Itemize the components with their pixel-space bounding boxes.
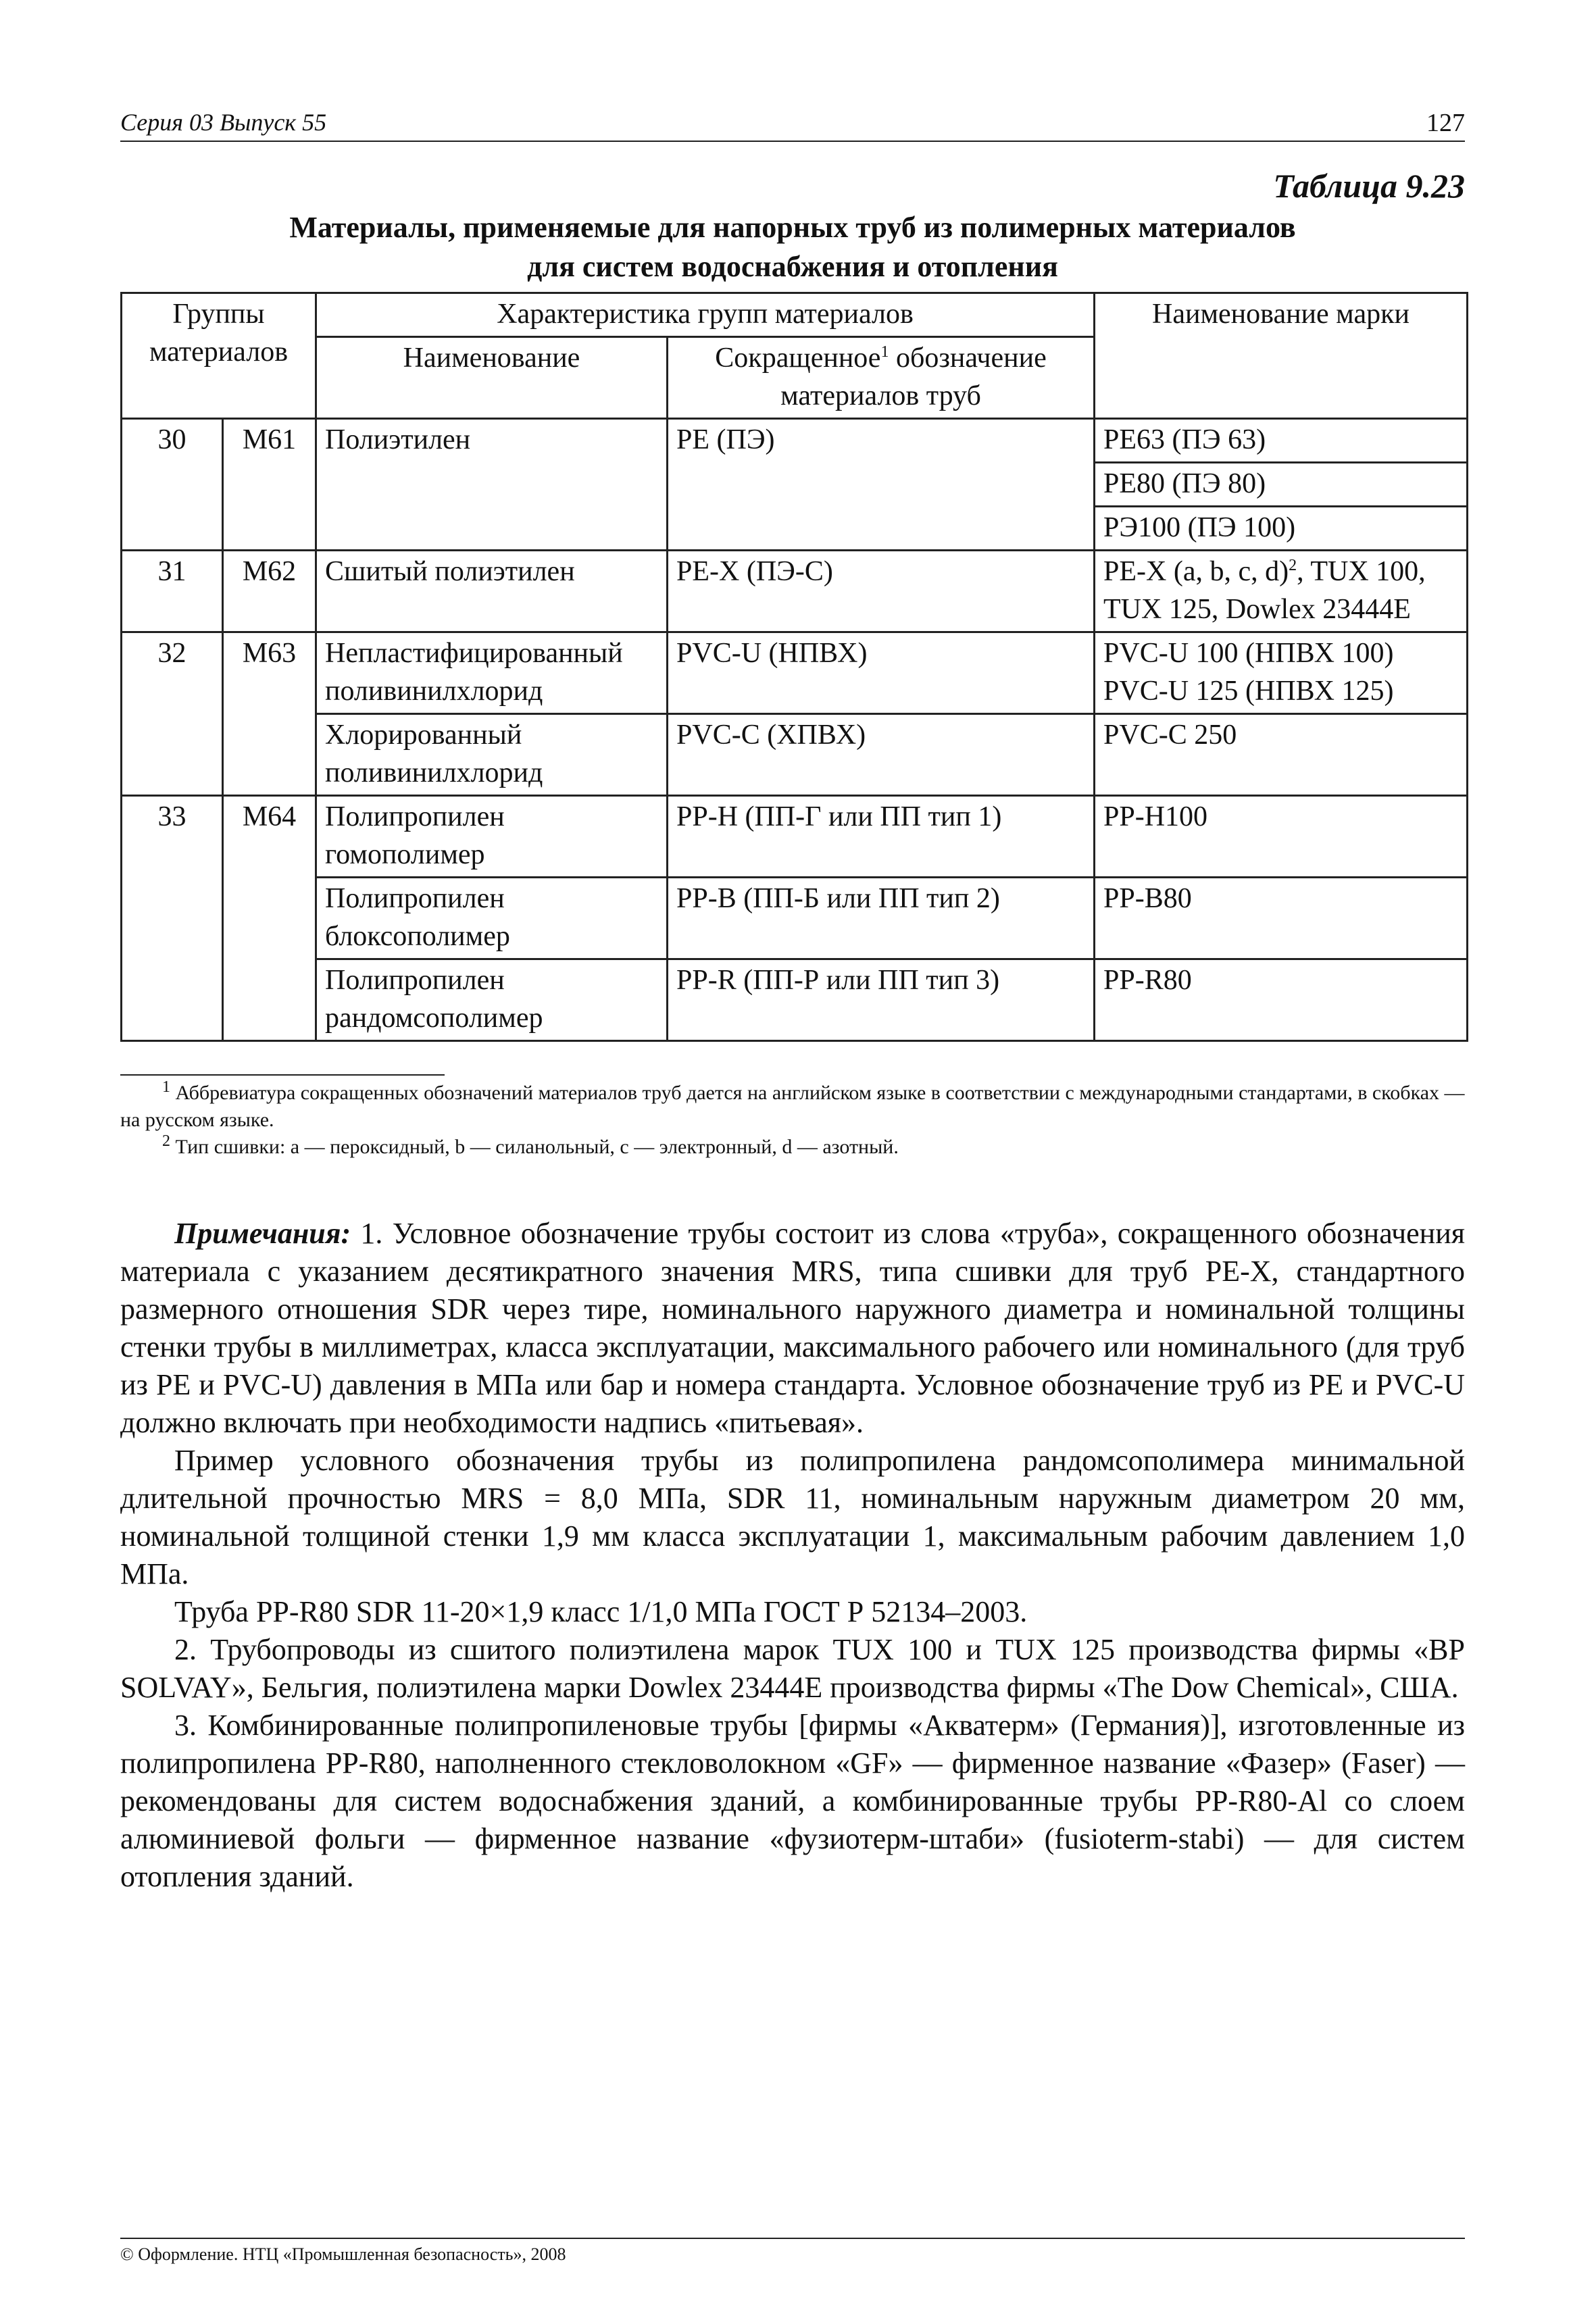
material-name: Полипропилен рандомсополимер	[316, 959, 668, 1041]
note-paragraph-2: Пример условного обозначения трубы из полипропилена рандомсополимера минимальной длительной прочностью MRS = 8,0 МПа, SDR 11, номинальным наружным диаметром 20 мм, номинальной толщиной стенки 1,9 мм класса эксплуатации 1, максимальным рабочим давлением 1,0 МПа.	[120, 1444, 1465, 1590]
brand-name: PP-H100	[1095, 796, 1468, 878]
material-name: Непластифицированный поливинилхлорид	[316, 632, 668, 714]
material-name: Полиэтилен	[316, 419, 668, 551]
material-abbreviation: PP-B (ПП-Б или ПП тип 2)	[668, 878, 1095, 959]
table-number: Таблица 9.23	[1273, 167, 1465, 205]
materials-table	[120, 292, 1468, 1042]
header-groups: Группы материалов	[122, 293, 316, 419]
table-row	[122, 796, 1468, 878]
material-name: Сшитый полиэтилен	[316, 551, 668, 632]
table-header-row	[122, 293, 1468, 337]
group-code: M63	[223, 632, 316, 796]
notes-heading: Примечания:	[174, 1217, 351, 1250]
brand-name: PE80 (ПЭ 80)	[1095, 463, 1468, 507]
table-title-line-1: Материалы, применяемые для напорных труб из полимерных материалов	[289, 211, 1296, 244]
material-name: Полипропилен гомополимер	[316, 796, 668, 878]
running-header	[120, 108, 1465, 142]
footnote-1: $^1$ Аббревиатура сокращенных обозначений материалов труб дается на английском языке в соответствии с международными стандартами, в скобках — на русском языке.	[120, 1078, 1465, 1131]
material-abbreviation: PP-R (ПП-Р или ПП тип 3)	[668, 959, 1095, 1041]
page-number: 127	[1426, 109, 1465, 137]
note-paragraph-5: 3. Комбинированные полипропиленовые трубы [фирмы «Акватерм» (Германия)], изготовленные из полипропилена PP-R80, наполненного стекловолокном «GF» — фирменное название «Фазер» (Faser) — рекомендованы для систем водоснабжения зданий, а комбинированные трубы PP-R80-Al со слоем алюминиевой фольги — фирменное название «фузиотерм-штаби» (fusioterm-stabi) — для систем отопления зданий.	[120, 1709, 1465, 1893]
note-paragraph-3: Труба PP-R80 SDR 11-20×1,9 класс 1/1,0 МПа ГОСТ Р 52134–2003.	[174, 1595, 1028, 1628]
group-number: 31	[122, 551, 223, 632]
brand-name: РЭ100 (ПЭ 100)	[1095, 507, 1468, 551]
material-abbreviation: PP-H (ПП-Г или ПП тип 1)	[668, 796, 1095, 878]
brand-name: PP-R80	[1095, 959, 1468, 1041]
brand-name: PE-X (a, b, c, d)$^2$, TUX 100, TUX 125, Dowlex 23444E	[1095, 551, 1468, 632]
group-code: M61	[223, 419, 316, 551]
material-abbreviation: PE (ПЭ)	[668, 419, 1095, 551]
table-row	[122, 632, 1468, 714]
header-characteristics: Характеристика групп материалов	[316, 293, 1095, 337]
note-paragraph-1: Примечания: 1. Условное обозначение трубы состоит из слова «труба», сокращенного обозначения материала с указанием десятикратного значения MRS, типа сшивки для труб PE-X, стандартного размерного отношения SDR через тире, номинального наружного диаметра и номинальной толщины стенки трубы в миллиметрах, класса эксплуатации, максимального рабочего или номинального (для труб из PE и PVC-U) давления в МПа или бар и номера стандарта. Условное обозначение труб из PE и PVC-U должно включать при необходимости надпись «питьевая».	[120, 1217, 1465, 1439]
footnote-2: $^2$ Тип сшивки: a — пероксидный, b — силанольный, c — электронный, d — азотный.	[162, 1132, 899, 1158]
group-number: 30	[122, 419, 223, 551]
material-abbreviation: PE-X (ПЭ-С)	[668, 551, 1095, 632]
material-abbreviation: PVC-U (НПВХ)	[668, 632, 1095, 714]
group-number: 33	[122, 796, 223, 1041]
brand-name: PVC-U 100 (НПВХ 100) PVC-U 125 (НПВХ 125)	[1095, 632, 1468, 714]
table-row	[122, 959, 1468, 1041]
group-number: 32	[122, 632, 223, 796]
table-row	[122, 551, 1468, 632]
brand-name: PP-B80	[1095, 878, 1468, 959]
table-row	[122, 714, 1468, 796]
material-abbreviation: PVC-C (ХПВХ)	[668, 714, 1095, 796]
group-code: M62	[223, 551, 316, 632]
series-label: Серия 03 Выпуск 55	[120, 109, 327, 136]
notes-section	[120, 1215, 1465, 1896]
header-name: Наименование	[316, 337, 668, 419]
material-name: Полипропилен блоксополимер	[316, 878, 668, 959]
header-abbreviation: Сокращенное$^1$ обозначение материалов труб	[668, 337, 1095, 419]
footnotes	[120, 1080, 1465, 1161]
brand-name: PVC-C 250	[1095, 714, 1468, 796]
note-paragraph-4: 2. Трубопроводы из сшитого полиэтилена марок TUX 100 и TUX 125 производства фирмы «BP SOLVAY», Бельгия, полиэтилена марки Dowlex 23444E производства фирмы «The Dow Chemical», США.	[120, 1633, 1465, 1704]
footnote-divider	[120, 1074, 445, 1076]
table-row	[122, 878, 1468, 959]
material-name: Хлорированный поливинилхлорид	[316, 714, 668, 796]
page-footer: © Оформление. НТЦ «Промышленная безопасность», 2008	[120, 2238, 1465, 2265]
group-code: M64	[223, 796, 316, 1041]
table-title-line-2: для систем водоснабжения и отопления	[527, 250, 1058, 283]
table-row	[122, 419, 1468, 463]
header-brand: Наименование марки	[1095, 293, 1468, 419]
brand-name: PE63 (ПЭ 63)	[1095, 419, 1468, 463]
